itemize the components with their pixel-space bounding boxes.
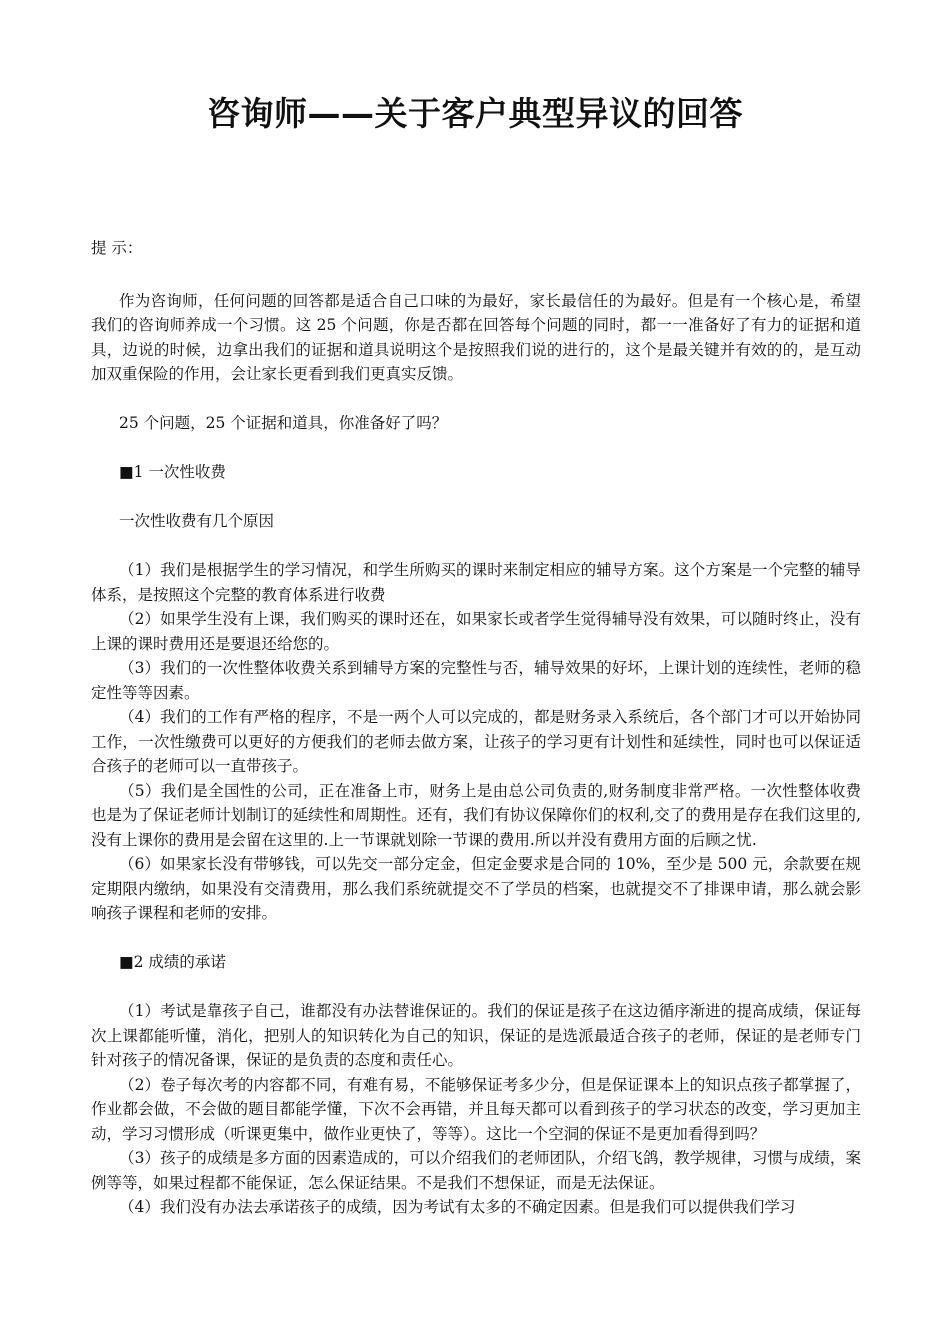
section1-item: （1）我们是根据学生的学习情况，和学生所购买的课时来制定相应的辅导方案。这个方案是一个完整的辅导体系，是按照这个完整的教育体系进行收费 (91, 561, 861, 604)
section2-item: （2）卷子每次考的内容都不同，有难有易，不能够保证考多少分，但是保证课本上的知识点孩子都掌握了，作业都会做，不会做的题目都能学懂，下次不会再错，并且每天都可以看到孩子的学习状态的改变，学习更加主动，学习习惯形成（听课更集中，做作业更快了，等等）。这比一个空洞的保证不是更加看得到吗？ (91, 1075, 861, 1143)
section1-heading: ■1 一次性收费 (119, 463, 226, 481)
section1-item: （3）我们的一次性整体收费关系到辅导方案的完整性与否，辅导效果的好坏，上课计划的连续性，老师的稳定性等等因素。 (91, 659, 861, 702)
section1-item: （4）我们的工作有严格的程序，不是一两个人可以完成的，都是财务录入系统后，各个部门才可以开始协同工作，一次性缴费可以更好的方便我们的老师去做方案，让孩子的学习更有计划性和延续性，同时也可以保证适合孩子的老师可以一直带孩子。 (91, 708, 861, 775)
section2-item: （4）我们没有办法去承诺孩子的成绩，因为考试有太多的不确定因素。但是我们可以提供我们学习 (119, 1198, 796, 1216)
section2-item: （1）考试是靠孩子自己，谁都没有办法替谁保证的。我们的保证是孩子在这边循序渐进的提高成绩，保证每次上课都能听懂，消化，把别人的知识转化为自己的知识，保证的是选派最适合孩子的老师，保证的是老师专门针对孩子的情况备课，保证的是负责的态度和责任心。 (91, 1002, 861, 1069)
section1-subheading: 一次性收费有几个原因 (119, 512, 275, 530)
hint-label: 提 示： (91, 239, 143, 257)
section2-list (91, 999, 861, 1220)
question-paragraph: 25 个问题，25 个证据和道具，你准备好了吗？ (119, 414, 448, 432)
document-title: 咨询师——关于客户典型异议的回答 (207, 94, 743, 133)
section2-heading: ■2 成绩的承诺 (119, 953, 226, 971)
section1-item: （6）如果家长没有带够钱，可以先交一部分定金，但定金要求是合同的 10%，至少是 500 元，余款要在规定期限内缴纳，如果没有交清费用，那么我们系统就提交不了学员的档案，也就提交不了排课申请，那么就会影响孩子课程和老师的安排。 (91, 855, 861, 922)
intro-paragraph: 作为咨询师，任何问题的回答都是适合自己口味的为最好，家长最信任的为最好。但是有一个核心是，希望我们的咨询师养成一个习惯。这 25 个问题，你是否都在回答每个问题的同时，都一一准备好了有力的证据和道具，边说的时候，边拿出我们的证据和道具说明这个是按照我们说的进行的，这个是最关键并有效的的，是互动加双重保险的作用，会让家长更看到我们更真实反馈。 (91, 291, 861, 383)
section1-item: （2）如果学生没有上课，我们购买的课时还在，如果家长或者学生觉得辅导没有效果，可以随时终止，没有上课的课时费用还是要退还给您的。 (91, 610, 861, 653)
section2-item: （3）孩子的成绩是多方面的因素造成的，可以介绍我们的老师团队，介绍飞鸽，教学规律，习惯与成绩，案例等等，如果过程都不能保证，怎么保证结果。不是我们不想保证，而是无法保证。 (91, 1149, 861, 1192)
section1-list (91, 558, 861, 926)
document-body (91, 236, 861, 1220)
section1-item: （5）我们是全国性的公司，正在准备上市，财务上是由总公司负责的,财务制度非常严格。一次性整体收费也是为了保证老师计划制订的延续性和周期性。还有，我们有协议保障你们的权利,交了的费用是存在我们这里的,没有上课你的费用是会留在这里的.上一节课就划除一节课的费用.所以并没有费用方面的后顾之忧. (91, 781, 861, 849)
